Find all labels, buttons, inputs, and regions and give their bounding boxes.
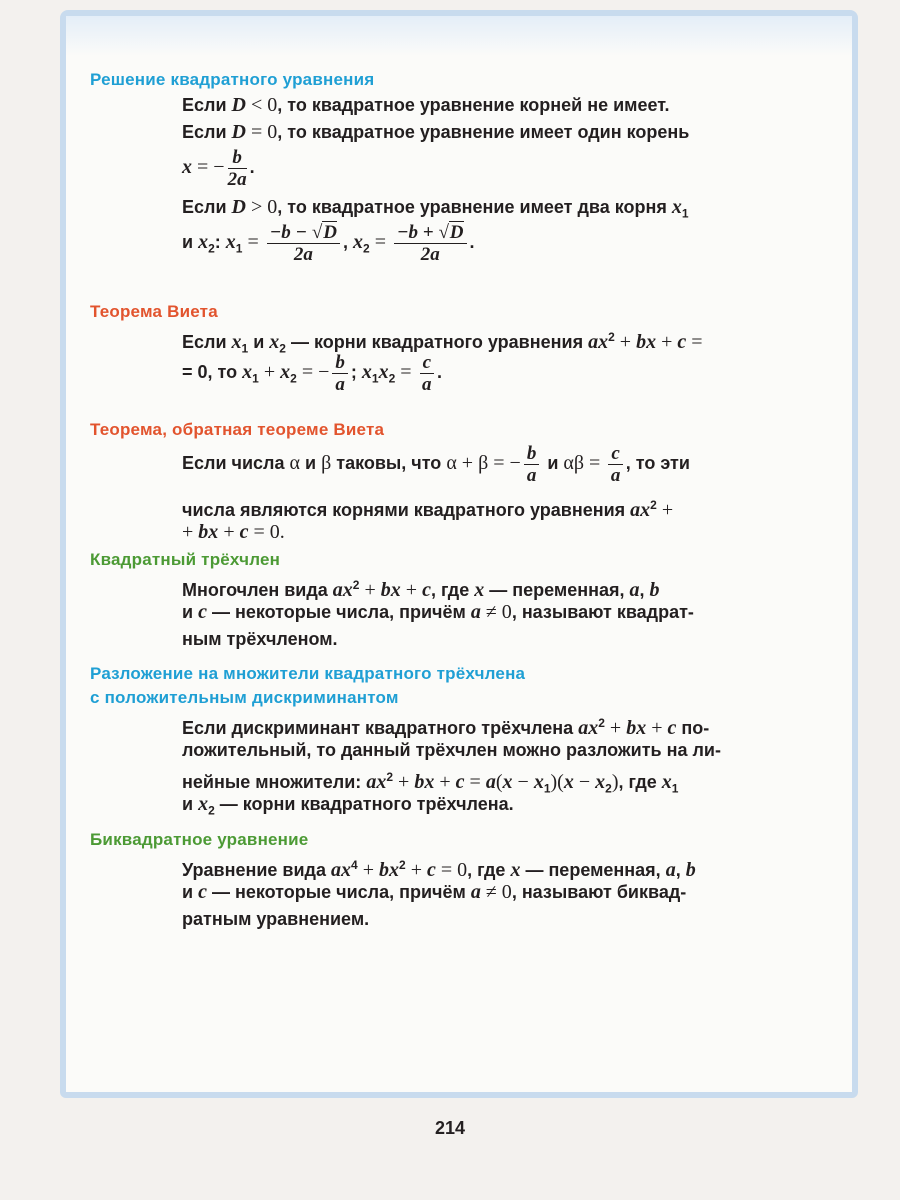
section-heading: Биквадратное уравнение bbox=[90, 830, 309, 849]
section-body: Если дискриминант квадратного трёхчлена $ax^2$ + bx + c по- ложительный, то данный трёхчлен можно разложить на ли- нейные множители: $ax^2$ + bx + $c = a(x - x_1)(x - x_2)$, где $x_1$ и $x_2$ — корни квадратного трёхчлена. bbox=[182, 716, 721, 818]
section-heading: Теорема Виета bbox=[90, 302, 218, 321]
section-body: Если D < 0, то квадратное уравнение корней не имеет. Если D = 0, то квадратное уравнение имеет один корень x = − $\frac{b}{2a}$ . Если D > 0, то квадратное уравнение имеет два корня $x_1$ и $x_2$: $x_1$ = $\frac{-b - √D}{2a}$ , $x_2$ = $\frac{-b + √D}{2a}$ . bbox=[182, 92, 900, 263]
section-heading: Теорема, обратная теореме Виета bbox=[90, 420, 385, 439]
formula-converse-vieta: Если числа α и β таковы, что α + β = − $\frac{b}{a}$ и αβ = $\frac{c}{a}$ , то эти bbox=[182, 442, 690, 486]
section-biquadratic bbox=[90, 828, 850, 933]
section-heading: Разложение на множители квадратного трёхчлена bbox=[90, 664, 526, 683]
formula-two-roots: и $x_2$: $x_1$ = $\frac{-b - √D}{2a}$ , $x_2$ = $\frac{-b + √D}{2a}$ . bbox=[182, 221, 475, 265]
page-number: 214 bbox=[434, 1118, 466, 1138]
section-body: Многочлен вида $ax^2$ + bx + c, где x — переменная, a, b и c — некоторые числа, причём a ≠ 0, называют квадрат- ным трёхчленом. bbox=[182, 578, 694, 649]
section-converse-vieta bbox=[90, 418, 850, 546]
section-heading: Решение квадратного уравнения bbox=[90, 70, 375, 89]
section-body: Если числа α и β таковы, что α + β = − $\frac{b}{a}$ и αβ = $\frac{c}{a}$ , то эти числа являются корнями квадратного уравнения $ax^2$ + + bx + c = 0. bbox=[182, 442, 900, 546]
section-quadratic-solution bbox=[90, 68, 850, 263]
section-body: Если $x_1$ и $x_2$ — корни квадратного уравнения $ax^2$ + bx + c = = 0, то $x_1 + x_2$ = − $\frac{b}{a}$ ; $x_1x_2$ = $\frac{c}{a}$ . bbox=[182, 324, 900, 393]
section-body: Уравнение вида $ax^4 + bx^2 + c = 0$, где x — переменная, a, b и c — некоторые числа, причём a ≠ 0, называют биквад- ратным уравнением. bbox=[182, 858, 696, 929]
section-quadratic-trinomial bbox=[90, 548, 850, 653]
section-factorization bbox=[90, 662, 850, 818]
formula-single-root: x = − $\frac{b}{2a}$ . bbox=[182, 146, 255, 190]
section-vieta-theorem bbox=[90, 300, 850, 393]
formula-vieta: = 0, то $x_1 + x_2$ = − $\frac{b}{a}$ ; $x_1x_2$ = $\frac{c}{a}$ . bbox=[182, 351, 443, 395]
section-heading-line-2: с положительным дискриминантом bbox=[90, 688, 399, 707]
section-heading: Квадратный трёхчлен bbox=[90, 550, 281, 569]
